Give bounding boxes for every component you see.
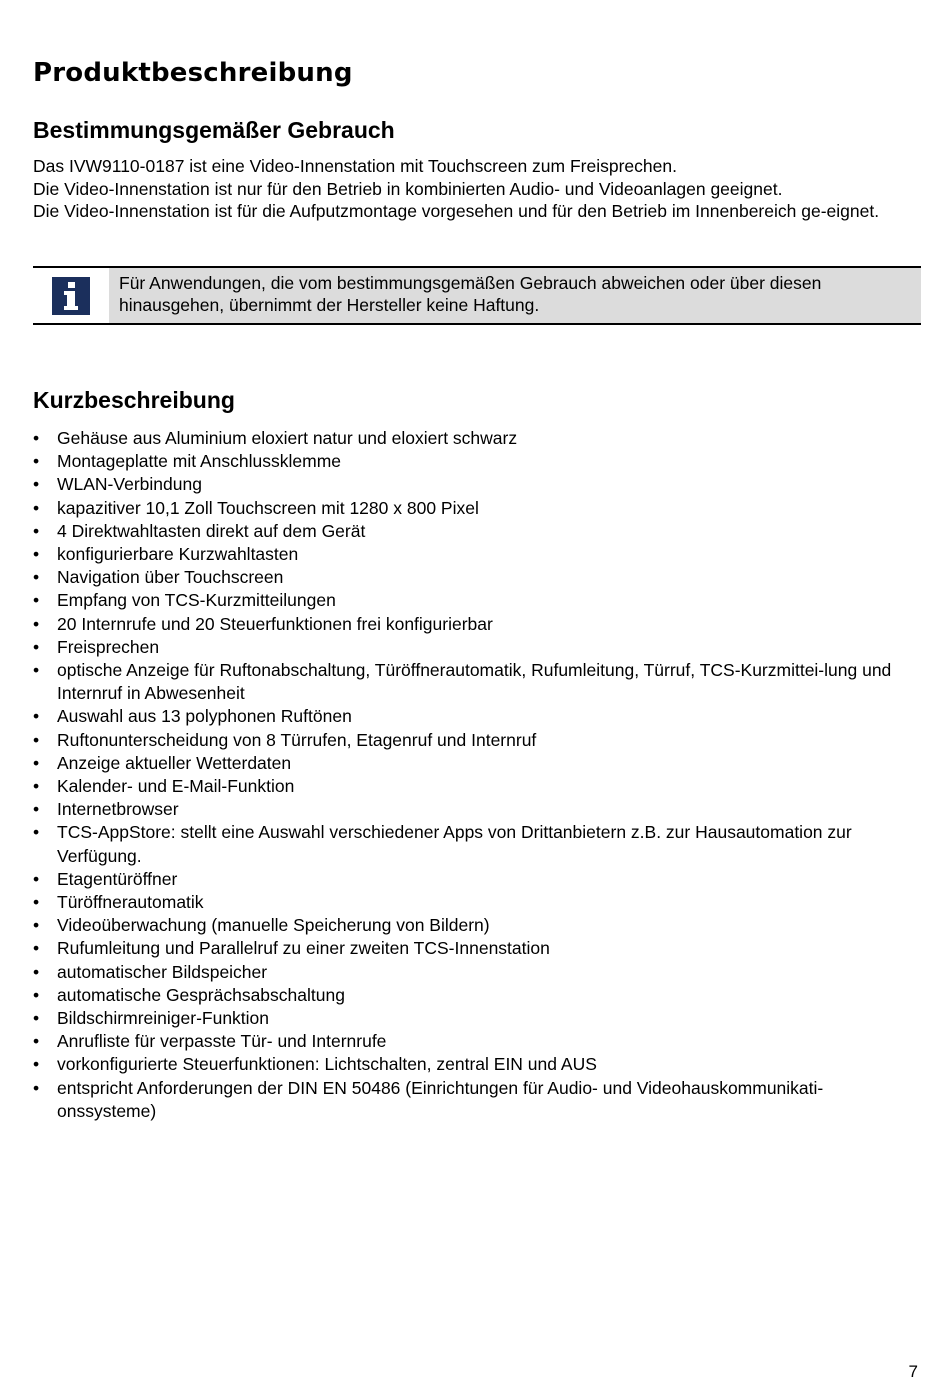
feature-list-item <box>33 427 921 450</box>
feature-text: Empfang von TCS-Kurzmitteilungen <box>57 590 336 611</box>
bullet-icon: • <box>33 497 40 518</box>
feature-text: Gehäuse aus Aluminium eloxiert natur und eloxiert schwarz <box>57 428 518 448</box>
intro-paragraph: Die Video-Innenstation ist nur für den Betrieb in kombinierten Audio- und Videoanlagen geeignet. <box>33 178 783 199</box>
feature-text: Internetbrowser <box>57 799 179 820</box>
feature-list-item <box>33 450 921 473</box>
feature-list-item <box>33 1077 921 1123</box>
intro-text <box>33 155 913 223</box>
bullet-icon: • <box>33 706 40 727</box>
bullet-icon: • <box>33 729 40 750</box>
section-heading-bestimmungsgemaesser-gebrauch: Bestimmungsgemäßer Gebrauch <box>33 117 395 143</box>
feature-list-item <box>33 1030 921 1053</box>
feature-text: Montageplatte mit Anschlussklemme <box>57 451 342 472</box>
feature-text: 20 Internrufe und 20 Steuerfunktionen frei konfigurierbar <box>57 613 493 634</box>
feature-list-item <box>33 868 921 891</box>
feature-text: konfigurierbare Kurzwahltasten <box>57 544 299 565</box>
feature-list-item <box>33 659 921 705</box>
feature-list-item <box>33 914 921 937</box>
feature-list-item <box>33 937 921 960</box>
info-icon-cell <box>33 268 109 323</box>
feature-text: Auswahl aus 13 polyphonen Ruftönen <box>57 706 352 727</box>
feature-list-item <box>33 729 921 752</box>
feature-list <box>33 427 921 1123</box>
feature-list-item <box>33 891 921 914</box>
feature-list-item <box>33 566 921 589</box>
feature-text: kapazitiver 10,1 Zoll Touchscreen mit 1280 x 800 Pixel <box>57 497 479 518</box>
feature-text: automatischer Bildspeicher <box>57 961 268 982</box>
feature-list-item <box>33 705 921 728</box>
feature-text: Türöffnerautomatik <box>57 892 204 913</box>
feature-text: Anzeige aktueller Wetterdaten <box>57 752 292 773</box>
feature-text: Anrufliste für verpasste Tür- und Internrufe <box>57 1031 387 1052</box>
bullet-icon: • <box>33 752 40 773</box>
bullet-icon: • <box>33 1077 40 1098</box>
feature-text: Kalender- und E-Mail-Funktion <box>57 776 295 797</box>
feature-list-item <box>33 798 921 821</box>
bullet-icon: • <box>33 938 40 959</box>
feature-text: Navigation über Touchscreen <box>57 567 284 588</box>
bullet-icon: • <box>33 915 40 936</box>
feature-list-item <box>33 473 921 496</box>
feature-text: TCS-AppStore: stellt eine Auswahl verschiedener Apps von Drittanbietern z.B. zur Hausautomation zur Verfügung. <box>57 822 852 866</box>
info-note-text: Für Anwendungen, die vom bestimmungsgemäßen Gebrauch abweichen oder über diesen hinausgehen, übernimmt der Hersteller keine Haftung. <box>109 268 921 323</box>
feature-list-item <box>33 1053 921 1076</box>
info-icon-glyph <box>52 277 90 315</box>
feature-text: vorkonfigurierte Steuerfunktionen: Lichtschalten, zentral EIN und AUS <box>57 1054 597 1075</box>
bullet-icon: • <box>33 1008 40 1029</box>
section-heading-kurzbeschreibung: Kurzbeschreibung <box>33 387 235 413</box>
bullet-icon: • <box>33 613 40 634</box>
feature-list-item <box>33 497 921 520</box>
feature-list-item <box>33 520 921 543</box>
bullet-icon: • <box>33 1054 40 1075</box>
bullet-icon: • <box>33 544 40 565</box>
bullet-icon: • <box>33 868 40 889</box>
feature-list-item <box>33 1007 921 1030</box>
bullet-icon: • <box>33 892 40 913</box>
bullet-icon: • <box>33 660 40 681</box>
bullet-icon: • <box>33 636 40 657</box>
feature-list-item <box>33 589 921 612</box>
info-note-box <box>33 266 921 325</box>
feature-list-item <box>33 613 921 636</box>
bullet-icon: • <box>33 961 40 982</box>
feature-text: Rufumleitung und Parallelruf zu einer zweiten TCS-Innenstation <box>57 938 550 959</box>
feature-text: automatische Gesprächsabschaltung <box>57 984 345 1005</box>
feature-list-item <box>33 821 921 867</box>
feature-list-item <box>33 636 921 659</box>
feature-text: Ruftonunterscheidung von 8 Türrufen, Etagenruf und Internruf <box>57 729 537 750</box>
intro-paragraph: Das IVW9110-0187 ist eine Video-Innenstation mit Touchscreen zum Freisprechen. <box>33 156 677 176</box>
feature-text: 4 Direktwahltasten direkt auf dem Gerät <box>57 520 366 541</box>
bullet-icon: • <box>33 474 40 495</box>
bullet-icon: • <box>33 799 40 820</box>
info-icon <box>52 277 90 315</box>
bullet-icon: • <box>33 590 40 611</box>
feature-text: Videoüberwachung (manuelle Speicherung von Bildern) <box>57 915 490 936</box>
bullet-icon: • <box>33 1031 40 1052</box>
page-title: Produktbeschreibung <box>33 58 353 88</box>
bullet-icon: • <box>33 428 40 448</box>
feature-text: Etagentüröffner <box>57 868 178 889</box>
bullet-icon: • <box>33 520 40 541</box>
intro-paragraph: Die Video-Innenstation ist für die Aufputzmontage vorgesehen und für den Betrieb im Innenbereich ge-eignet. <box>33 201 880 221</box>
bullet-icon: • <box>33 567 40 588</box>
bullet-icon: • <box>33 822 40 843</box>
bullet-icon: • <box>33 451 40 472</box>
feature-text: Freisprechen <box>57 636 160 657</box>
feature-list-item <box>33 961 921 984</box>
feature-text: WLAN-Verbindung <box>57 474 202 495</box>
page-number: 7 <box>908 1362 918 1381</box>
feature-list-item <box>33 775 921 798</box>
feature-list-item <box>33 984 921 1007</box>
feature-list-item <box>33 752 921 775</box>
feature-text: entspricht Anforderungen der DIN EN 50486 (Einrichtungen für Audio- und Videohauskommunikati-onssysteme) <box>57 1077 824 1121</box>
feature-text: Bildschirmreiniger-Funktion <box>57 1008 270 1029</box>
feature-list-item <box>33 543 921 566</box>
bullet-icon: • <box>33 984 40 1005</box>
feature-text: optische Anzeige für Ruftonabschaltung, Türöffnerautomatik, Rufumleitung, Türruf, TCS-Kurzmittei-lung und Internruf in Abwesenheit <box>57 660 892 704</box>
bullet-icon: • <box>33 776 40 797</box>
